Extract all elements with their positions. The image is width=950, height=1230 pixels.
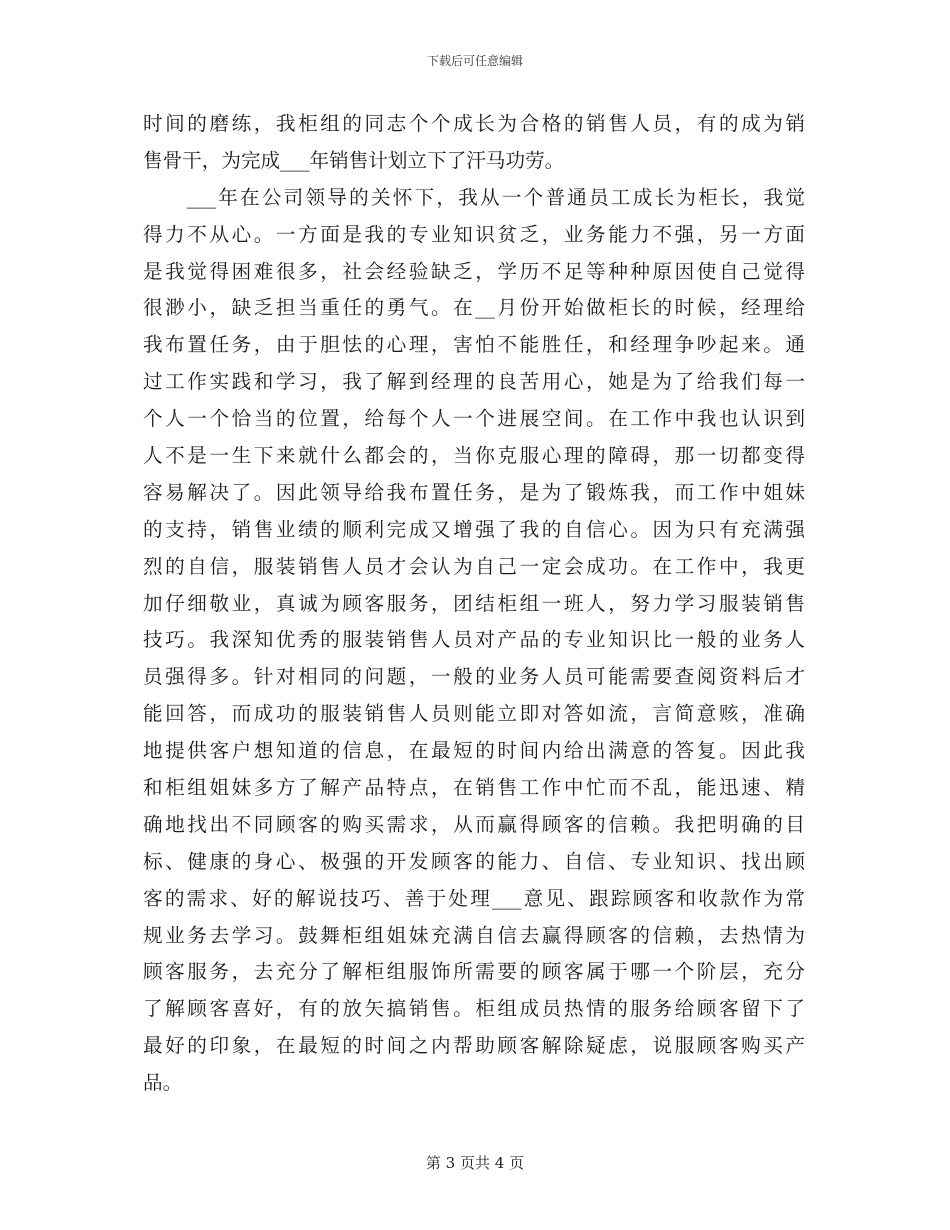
text-line: 能回答，而成功的服装销售人员则能立即对答如流，言简意赅，准确 [143,702,805,726]
text-line: 标、健康的身心、极强的开发顾客的能力、自信、专业知识、找出顾 [143,849,805,873]
text-line: 了解顾客喜好，有的放矢搞销售。柜组成员热情的服务给顾客留下了 [143,997,805,1021]
text-line: 地提供客户想知道的信息，在最短的时间内给出满意的答复。因此我 [143,739,805,763]
text-line: 过工作实践和学习，我了解到经理的良苦用心，她是为了给我们每一 [143,370,805,394]
text-line: 我布置任务，由于胆怯的心理，害怕不能胜任，和经理争吵起来。通 [143,333,805,357]
text-line: 烈的自信，服装销售人员才会认为自己一定会成功。在工作中，我更 [143,554,805,578]
text-line: 和柜组姐妹多方了解产品特点，在销售工作中忙而不乱，能迅速、精 [143,776,805,800]
page-footer: 第 3 页共 4 页 [425,1154,525,1172]
text-line: 人不是一生下来就什么都会的，当你克服心理的障碍，那一切都变得 [143,444,805,468]
text-line: 确地找出不同顾客的购买需求，从而赢得顾客的信赖。我把明确的目 [143,812,805,836]
text-line: 员强得多。针对相同的问题，一般的业务人员可能需要查阅资料后才 [143,665,805,689]
text-line: 加仔细敬业，真诚为顾客服务，团结柜组一班人，努力学习服装销售 [143,591,805,615]
text-line: 规业务去学习。鼓舞柜组姐妹充满自信去赢得顾客的信赖，去热情为 [143,923,805,947]
text-line: 顾客服务，去充分了解柜组服饰所需要的顾客属于哪一个阶层，充分 [143,960,805,984]
text-line: 是我觉得困难很多，社会经验缺乏，学历不足等种种原因使自己觉得 [143,259,805,283]
text-line: 很渺小，缺乏担当重任的勇气。在__月份开始做柜长的时候，经理给 [143,296,805,320]
text-line: 的支持，销售业绩的顺利完成又增强了我的自信心。因为只有充满强 [143,517,805,541]
text-line: 最好的印象，在最短的时间之内帮助顾客解除疑虑，说服顾客购买产 [143,1034,805,1058]
text-line: 时间的磨练，我柜组的同志个个成长为合格的销售人员，有的成为销 [143,112,805,135]
body-text [143,106,805,1102]
text-line: 得力不从心。一方面是我的专业知识贫乏，业务能力不强，另一方面 [143,222,805,246]
text-line: 个人一个恰当的位置，给每个人一个进展空间。在工作中我也认识到 [143,407,805,431]
text-line: 技巧。我深知优秀的服装销售人员对产品的专业知识比一般的业务人 [143,628,805,652]
text-line: 容易解决了。因此领导给我布置任务，是为了锻炼我，而工作中姐妹 [143,480,805,504]
page-header: 下载后可任意编辑 [426,54,523,68]
text-line: 品。 [143,1071,183,1095]
text-line: 客的需求、好的解说技巧、善于处理___意见、跟踪顾客和收款作为常 [143,886,805,910]
text-line: 售骨干，为完成___年销售计划立下了汗马功劳。 [143,148,565,172]
text-line: ___年在公司领导的关怀下，我从一个普通员工成长为柜长，我觉 [143,185,805,209]
